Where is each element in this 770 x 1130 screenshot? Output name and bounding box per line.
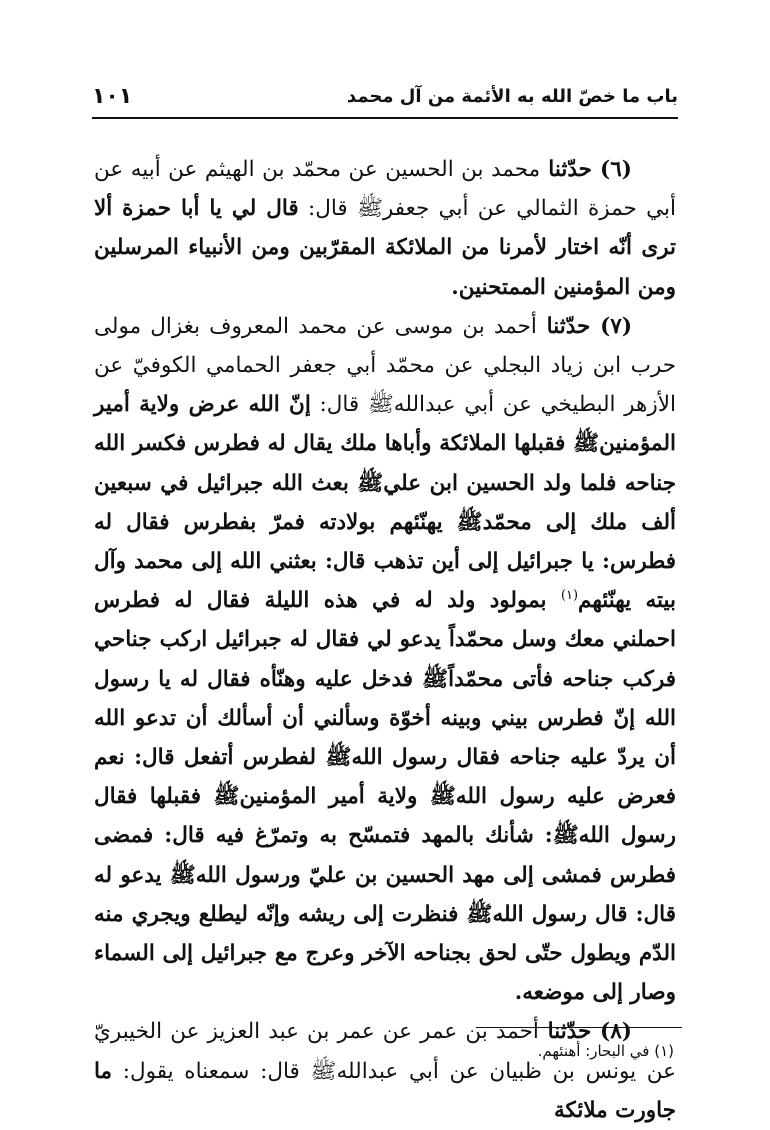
page-header: [92, 84, 678, 116]
header-divider: [92, 117, 678, 119]
narrator-chain: أحمد بن موسى عن محمد المعروف بغزال مولى حرب ابن زياد البجلي عن محمّد أبي جعفر الحمامي الكوفيّ عن الأزهر البطيخي عن أبي عبداللهﷺ قال:: [94, 313, 676, 418]
paragraph-6: [94, 150, 676, 307]
narration-opening: حدّثنا: [538, 1019, 601, 1045]
hadith-text: إنّ الله عرض ولاية أمير المؤمنينﷺ فقبلها الملائكة وأباها ملك يقال له فطرس فكسر الله جناحه فلما ولد الحسين ابن عليﷺ بعث الله جبرائيل في سبعين ألف ملك إلى محمّدﷺ يهنّئهم بولادته فمرّ بفطرس فقال له فطرس: يا جبرائيل إلى أين تذهب قال: بعثني الله إلى محمد وآل بيته يهنّئهم: [94, 392, 677, 614]
paragraph-number: (٨): [600, 1019, 632, 1045]
narrator-chain: محمد بن الحسين عن محمّد بن الهيثم عن أبيه عن أبي حمزة الثمالي عن أبي جعفرﷺ قال:: [94, 157, 676, 222]
hadith-text: بمولود ولد له في هذه الليلة فقال له فطرس احملني معك وسل محمّداً يدعو لي فقال له جبرائيل اركب جناحي فركب جناحه فأتى محمّداًﷺ فدخل عليه وهنّأه فقال له يا رسول الله إنّ فطرس بيني وبينه أخوّة وسألني أن أسألك أن تدعو الله أن يردّ عليه جناحه فقال رسول اللهﷺ لفطرس أتفعل قال: نعم فعرض عليه رسول اللهﷺ ولاية أمير المؤمنينﷺ فقبلها فقال رسول اللهﷺ: شأنك بالمهد فتمسّح به وتمرّغ فيه قال: فمضى فطرس فمشى إلى مهد الحسين بن عليّ ورسول اللهﷺ يدعو له قال: قال رسول اللهﷺ فنظرت إلى ريشه وإنّه ليطلع ويجري منه الدّم ويطول حتّى لحق بجناحه الآخر وعرج مع جبرائيل إلى السماء وصار إلى موضعه.: [94, 588, 676, 1006]
footnote-divider: [476, 1027, 682, 1028]
hadith-text: ما جاورت ملائكة: [94, 1058, 676, 1123]
footnote: (١) في البحار: أهنئهم.: [537, 1042, 674, 1060]
narration-opening: حدّثنا: [536, 313, 601, 339]
paragraph-8: [94, 1012, 676, 1130]
narrator-chain: أحمد بن عمر عن عمر بن عبد العزيز عن الخيبريّ عن يونس بن ظبيان عن أبي عبداللهﷺ قال: سمعناه يقول:: [94, 1019, 676, 1084]
body-text: [94, 150, 676, 1130]
chapter-title: باب ما خصّ الله به الأئمة من آل محمد: [346, 86, 678, 107]
paragraph-number: (٦): [600, 157, 632, 182]
page-number: ١٠١: [92, 84, 133, 109]
narration-opening: حدّثنا: [540, 157, 601, 182]
paragraph-7: [94, 307, 676, 1013]
paragraph-number: (٧): [600, 313, 632, 339]
footnote-reference[interactable]: (١): [560, 588, 579, 604]
hadith-text: قال لي يا أبا حمزة ألا ترى أنّه اختار لأمرنا من الملائكة المقرّبين ومن الأنبياء المرسلين ومن المؤمنين الممتحنين.: [94, 196, 676, 300]
